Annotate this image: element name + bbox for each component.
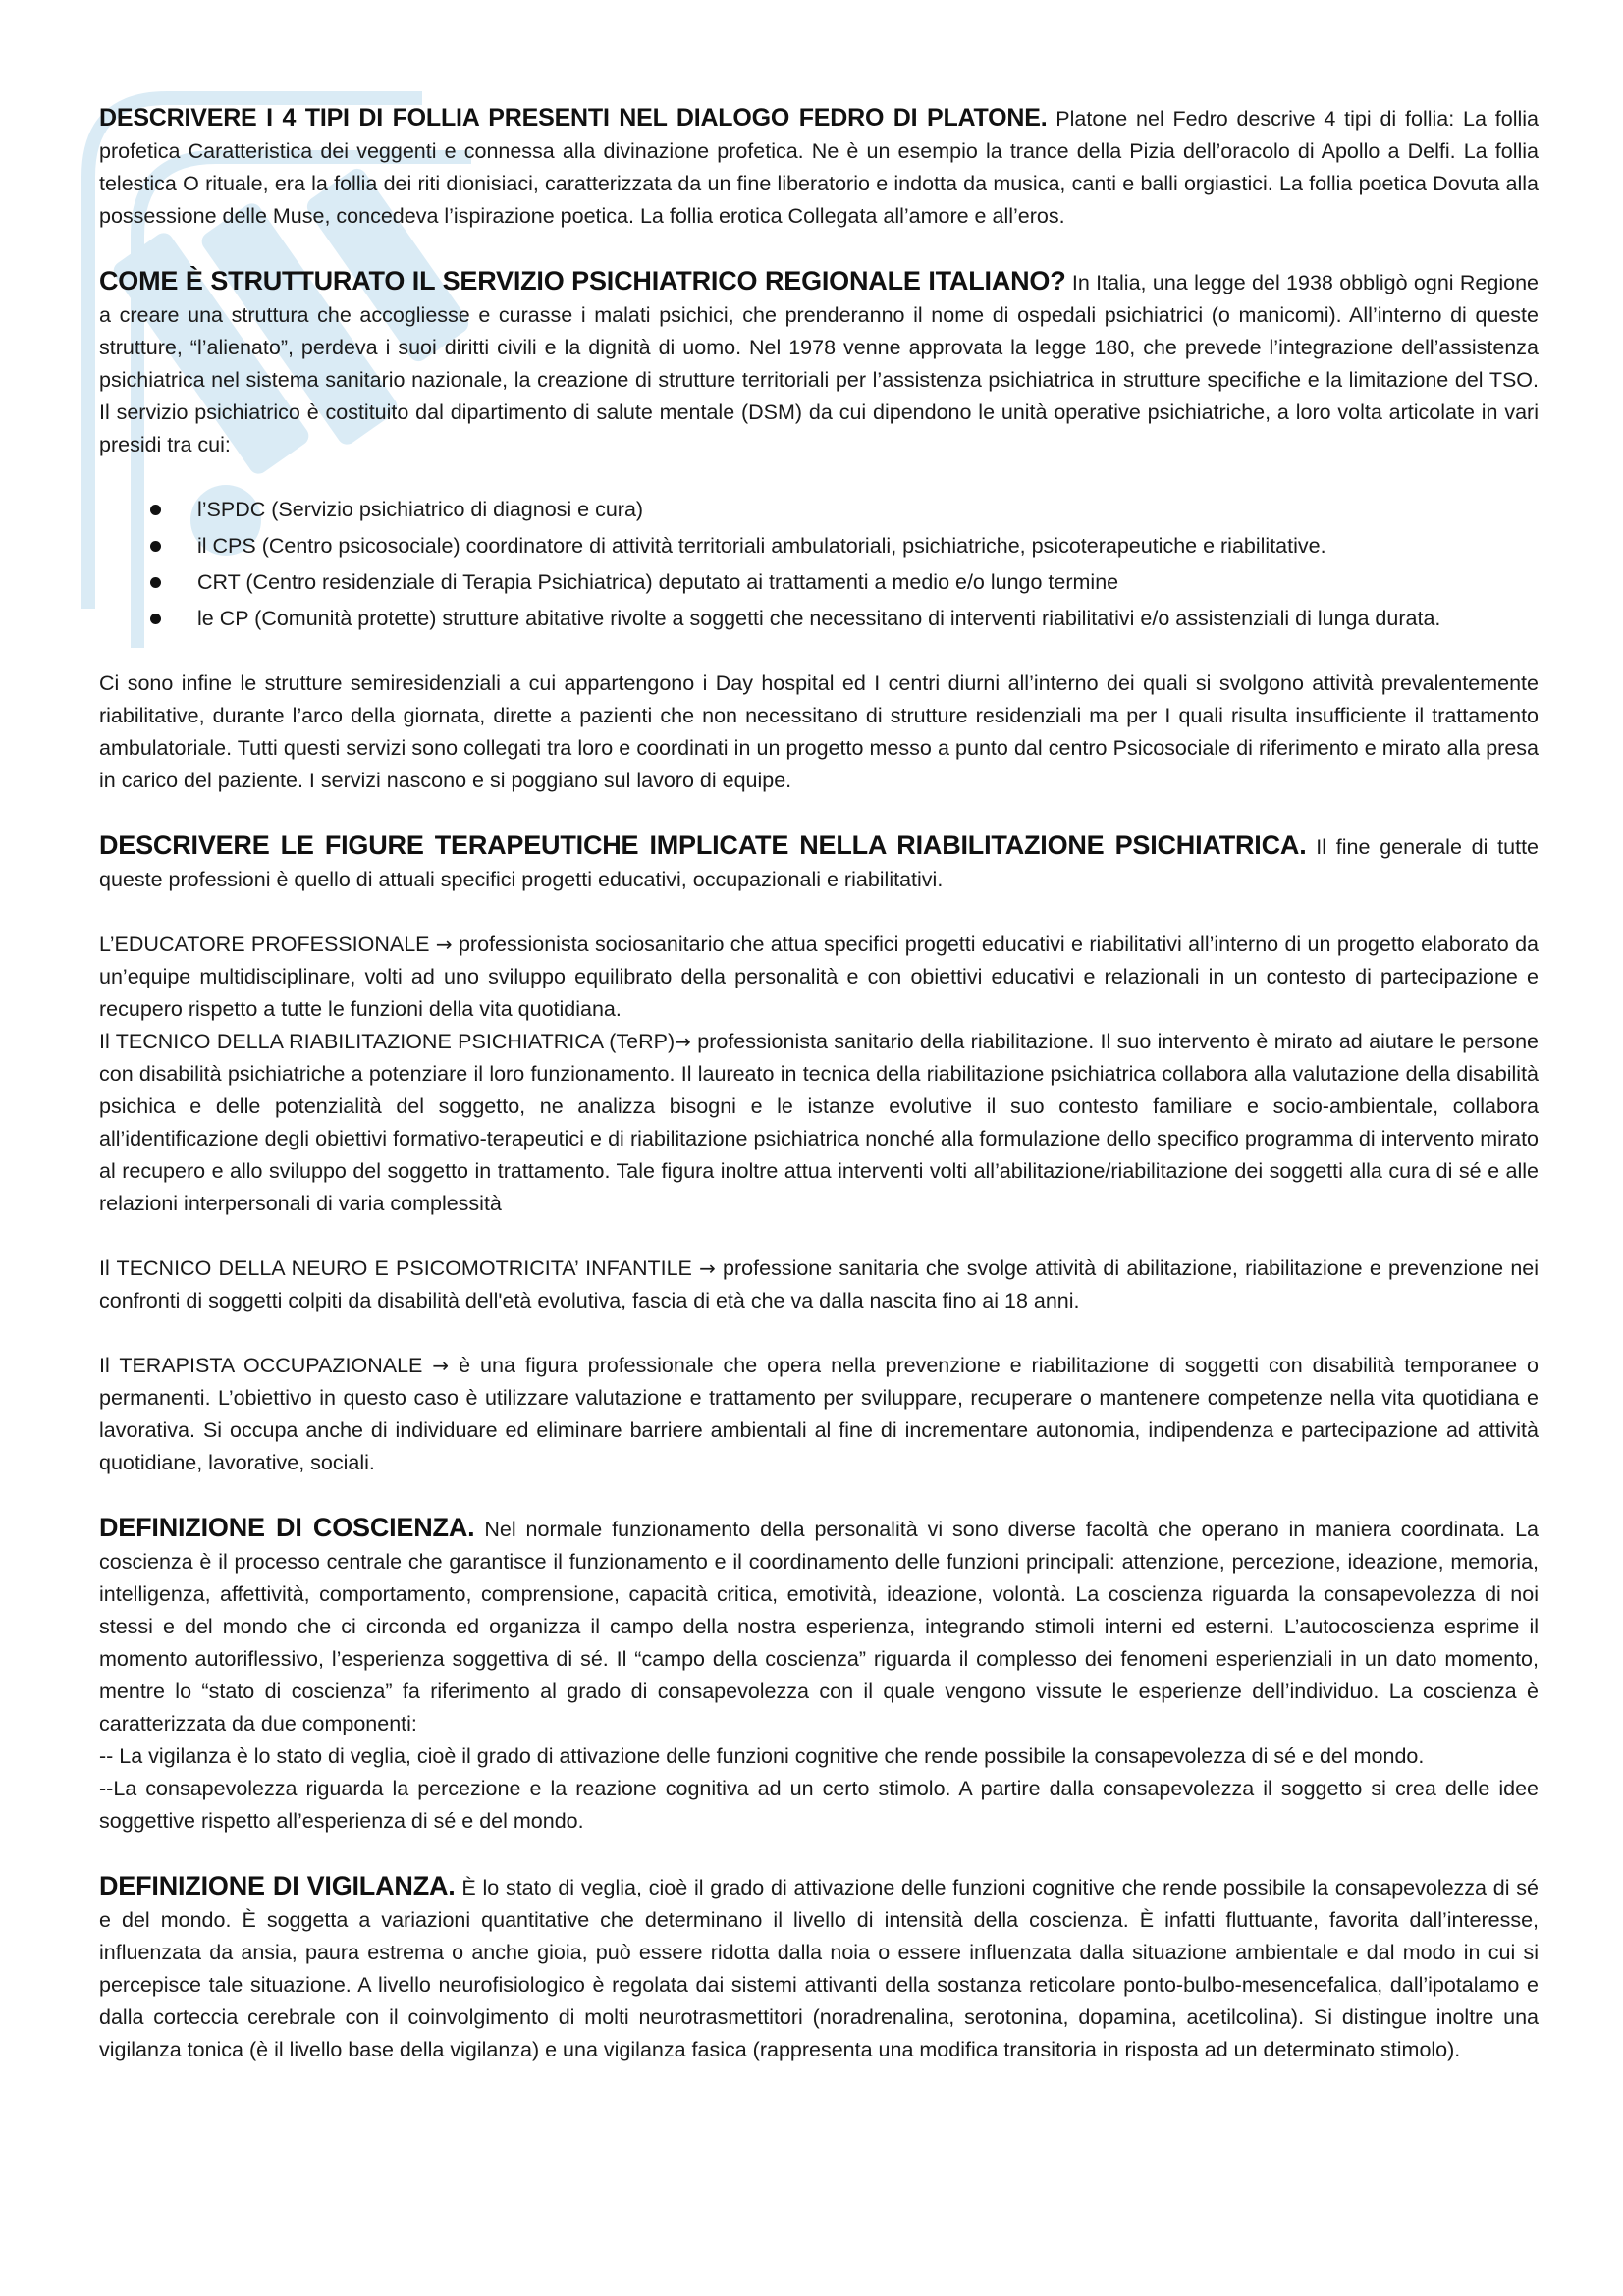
list-item: le CP (Comunità protette) strutture abitative rivolte a soggetti che necessitano di interventi riabilitativi e/o assistenziali di lunga durata.: [99, 603, 1539, 635]
section-body: Il fine generale di tutte queste professioni è quello di attuali specifici progetti educativi, occupazionali e riabilitativi.: [99, 835, 1540, 891]
list-item: l’SPDC (Servizio psichiatrico di diagnosi e cura): [99, 494, 1539, 526]
section-vigilanza: [99, 1870, 1539, 2066]
list-item: il CPS (Centro psicosociale) coordinatore di attività territoriali ambulatoriali, psichiatriche, psicoterapeutiche e riabilitative.: [99, 530, 1539, 562]
figure-tnpee: Il TECNICO DELLA NEURO E PSICOMOTRICITA’ INFANTILE → professione sanitaria che svolge attività di abilitazione, riabilitazione e prevenzione nei confronti di soggetti colpiti da disabilità dell'età evolutiva, fascia di età che va dalla nascita fino ai 18 anni.: [99, 1256, 1540, 1312]
bullet-icon: [150, 541, 161, 552]
arrow-right-icon: →: [699, 1256, 716, 1280]
arrow-right-icon: →: [675, 1030, 691, 1053]
section-body: In Italia, una legge del 1938 obbligò ogni Regione a creare una struttura che accogliesse e curasse i malati psichici, che prenderanno il nome di ospedali psichiatrici (o manicomi). All’interno di queste strutture, “l’alienato”, perdeva i suoi diritti civili e la dignità di uomo. Nel 1978 venne approvata la legge 180, che prevede l’integrazione dell’assistenza psichiatrica nel sistema sanitario nazionale, la creazione di strutture territoriali per l’assistenza psichiatrica in strutture specifiche e la limitazione del TSO. Il servizio psichiatrico è costituito dal dipartimento di salute mentale (DSM) da cui dipendono le unità operative psichiatriche, a loro volta articolate in vari presidi tra cui:: [99, 271, 1539, 456]
section-heading: DESCRIVERE LE FIGURE TERAPEUTICHE IMPLICATE NELLA RIABILITAZIONE PSICHIATRICA.: [99, 830, 1307, 860]
section-closing: Ci sono infine le strutture semiresidenziali a cui appartengono i Day hospital ed I centri diurni all’interno dei quali si svolgono attività prevalentemente riabilitative, durante l’arco della giornata, dirette a pazienti che non necessitano di strutture residenziali ma per I quali risulta insufficiente il trattamento ambulatoriale. Tutti questi servizi sono collegati tra loro e coordinati in un progetto messo a punto dal centro Psicosociale di riferimento e mirato alla presa in carico del paziente. I servizi nascono e si poggiano sul lavoro di equipe.: [99, 671, 1539, 792]
section-heading: DEFINIZIONE DI VIGILANZA.: [99, 1871, 456, 1900]
section-heading: DEFINIZIONE DI COSCIENZA.: [99, 1513, 475, 1542]
arrow-right-icon: →: [435, 933, 453, 956]
section-coscienza: [99, 1512, 1539, 1838]
figure-terapista: Il TERAPISTA OCCUPAZIONALE → è una figura professionale che opera nella prevenzione e riabilitazione di soggetti con disabilità temporanee o permanenti. L’obiettivo in questo caso è utilizzare valutazione e trattamento per sviluppare, recuperare o mantenere competenze nella vita quotidiana e lavorativa. Si occupa anche di individuare ed eliminare barriere ambientali al fine di incrementare autonomia, indipendenza e partecipazione ad attività quotidiane, lavorative, sociali.: [99, 1354, 1539, 1474]
section-body: Platone nel Fedro descrive 4 tipi di follia: La follia profetica Caratteristica dei veggenti e connessa alla divinazione profetica. Ne è un esempio la trance della Pizia dell’oracolo di Apollo a Delfi. La follia telestica O rituale, era la follia dei riti dionisiaci, caratterizzata da un fine liberatorio e indotta da musica, canti e balli orgiastici. La follia poetica Dovuta alla possessione delle Muse, concedeva l’ispirazione poetica. La follia erotica Collegata all’amore e all’eros.: [99, 107, 1539, 228]
list-item: CRT (Centro residenziale di Terapia Psichiatrica) deputato ai trattamenti a medio e/o lungo termine: [99, 566, 1539, 599]
section-servizio: [99, 265, 1539, 797]
section-heading: COME È STRUTTURATO IL SERVIZIO PSICHIATRICO REGIONALE ITALIANO?: [99, 266, 1066, 295]
coscienza-line: --La consapevolezza riguarda la percezione e la reazione cognitiva ad un certo stimolo. A partire dalla consapevolezza il soggetto si crea delle idee soggettive rispetto all’esperienza di sé e del mondo.: [99, 1777, 1539, 1833]
figure-educatore: L’EDUCATORE PROFESSIONALE → professionista sociosanitario che attua specifici progetti educativi e riabilitativi all’interno di un progetto elaborato da un’equipe multidisciplinare, volti ad uno sviluppo equilibrato della personalità e con obiettivi educativi e relazionali in un contesto di partecipazione e recupero rispetto a tutte le funzioni della vita quotidiana.: [99, 933, 1539, 1021]
document-page: [99, 102, 1539, 2099]
arrow-right-icon: →: [432, 1354, 450, 1377]
bullet-icon: [150, 577, 161, 588]
section-body: Nel normale funzionamento della personalità vi sono diverse facoltà che operano in maniera coordinata. La coscienza è il processo centrale che garantisce il funzionamento e il coordinamento delle funzioni principali: attenzione, percezione, ideazione, memoria, intelligenza, affettività, comportamento, comprensione, capacità critica, emotività, ideazione, volontà. La coscienza riguarda la consapevolezza di noi stessi e del mondo che ci circonda ed organizza il campo della nostra esperienza, integrando stimoli interni ed esterni. L’autocoscienza esprime il momento autoriflessivo, l’esperienza soggettiva di sé. Il “campo della coscienza” riguarda il complesso dei fenomeni esperienziali in un dato momento, mentre lo “stato di coscienza” fa riferimento al grado di consapevolezza con il quale vengono vissute le esperienze dell’individuo. La coscienza è caratterizzata da due componenti:: [99, 1518, 1539, 1735]
coscienza-line: -- La vigilanza è lo stato di veglia, cioè il grado di attivazione delle funzioni cognitive che rende possibile la consapevolezza di sé e del mondo.: [99, 1744, 1425, 1768]
section-heading: DESCRIVERE I 4 TIPI DI FOLLIA PRESENTI NEL DIALOGO FEDRO DI PLATONE.: [99, 104, 1048, 132]
section-follia: [99, 102, 1539, 233]
section-figure: [99, 829, 1539, 1479]
section-body: È lo stato di veglia, cioè il grado di attivazione delle funzioni cognitive che rende possibile la consapevolezza di sé e del mondo. È soggetta a variazioni quantitative che determinano il livello di intensità della coscienza. È infatti fluttuante, favorita dall’interesse, influenzata da ansia, paura estrema o anche gioia, può essere ridotta dalla noia o essere influenzata dalla situazione ambientale e dal modo in cui si percepisce tale situazione. A livello neurofisiologico è regolata dai sistemi attivanti della sostanza reticolare ponto-bulbo-mesencefalica, dall’ipotalamo e dalla corteccia cerebrale con il coinvolgimento di molti neurotrasmettitori (noradrenalina, serotonina, dopamina, acetilcolina). Si distingue inoltre una vigilanza tonica (è il livello base della vigilanza) e una vigilanza fasica (rappresenta una modifica transitoria in risposta ad un determinato stimolo).: [99, 1876, 1539, 2061]
figure-terp: Il TECNICO DELLA RIABILITAZIONE PSICHIATRICA (TeRP)→ professionista sanitario della riabilitazione. Il suo intervento è mirato ad aiutare le persone con disabilità psichiatriche a potenziare il loro funzionamento. Il laureato in tecnica della riabilitazione psichiatrica collabora alla valutazione della disabilità psichica e delle potenzialità del soggetto, ne analizza bisogni e le istanze evolutive il suo contesto familiare e socio-ambientale, collabora all’identificazione degli obiettivi formativo-terapeutici e di riabilitazione psichiatrica nonché alla formulazione dello specifico programma di intervento mirato al recupero e allo sviluppo del soggetto in trattamento. Tale figura inoltre attua interventi volti all’abilitazione/riabilitazione dei soggetti alla cura di sé e alle relazioni interpersonali di varia complessità: [99, 1030, 1539, 1215]
bullet-icon: [150, 614, 161, 624]
bullet-icon: [150, 505, 161, 515]
bullet-list: [99, 494, 1539, 635]
